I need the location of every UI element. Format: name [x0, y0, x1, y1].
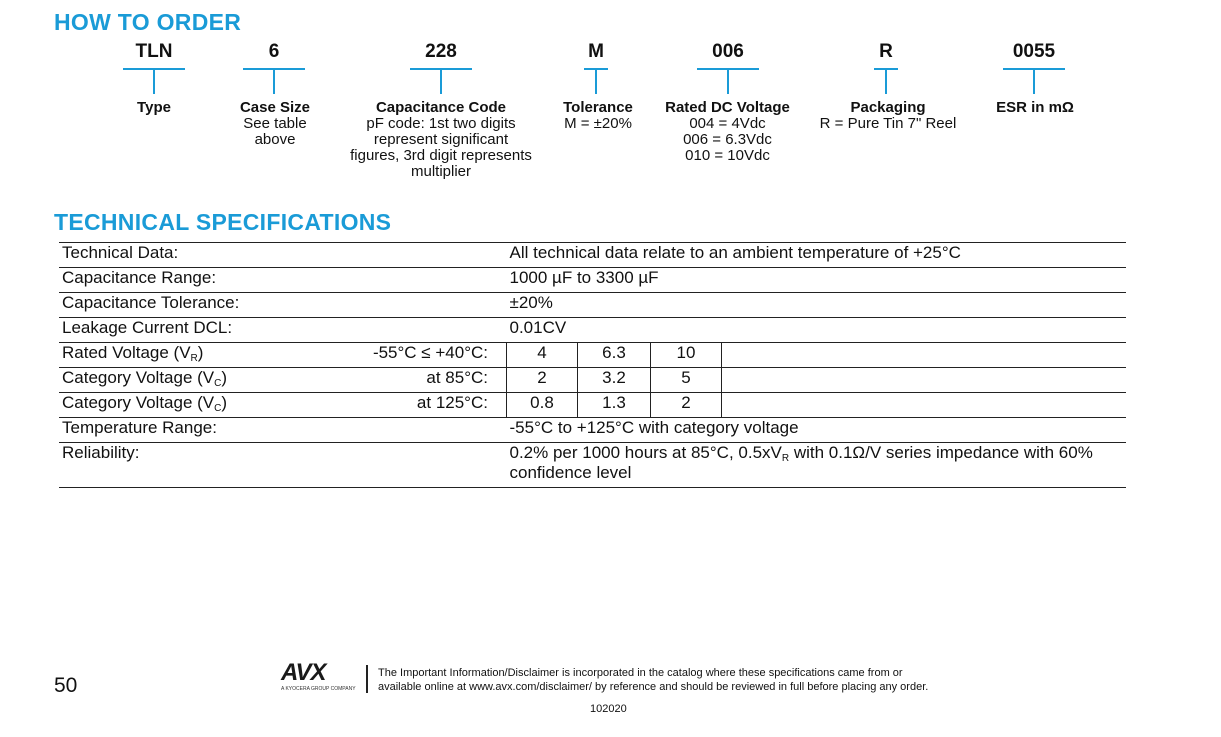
specifications-table: [59, 242, 1126, 488]
voltage-cell: 6.3: [578, 343, 651, 368]
desc-title: Type: [137, 99, 171, 116]
desc-esr: [983, 100, 1087, 116]
table-row: [59, 318, 1126, 343]
desc-line: above: [254, 131, 296, 148]
desc-packaging: [808, 100, 968, 132]
code-capacitance: [381, 41, 501, 94]
code-value: 228: [425, 41, 457, 62]
connector-stem: [727, 70, 729, 94]
desc-title: Rated DC Voltage: [665, 99, 790, 116]
row-label: Capacitance Range:: [62, 268, 217, 287]
row-label: Leakage Current DCL:: [62, 318, 233, 337]
desc-line: R = Pure Tin 7" Reel: [819, 115, 957, 132]
footer-divider: [366, 665, 368, 693]
logo-text: AVX: [281, 659, 326, 686]
code-esr: [974, 41, 1094, 94]
voltage-cell: 2: [651, 393, 722, 418]
code-value: M: [588, 41, 604, 62]
code-value: 006: [712, 41, 744, 62]
desc-voltage: [655, 100, 800, 164]
row-label: Reliability:: [62, 443, 140, 462]
blank-cell: [722, 393, 1127, 418]
desc-line: multiplier: [410, 163, 471, 180]
desc-line: 010 = 10Vdc: [685, 147, 770, 164]
table-row: [59, 343, 1126, 368]
page-number: 50: [54, 674, 78, 697]
technical-specifications-heading: TECHNICAL SPECIFICATIONS: [54, 209, 392, 235]
code-type: [94, 41, 214, 94]
voltage-cell: 3.2: [578, 368, 651, 393]
desc-line: represent significant: [373, 131, 509, 148]
desc-line: 004 = 4Vdc: [689, 115, 766, 132]
desc-line: M = ±20%: [564, 115, 632, 132]
desc-title: Packaging: [850, 99, 926, 116]
row-value: 1000 µF to 3300 µF: [509, 268, 659, 287]
disclaimer-line: The Important Information/Disclaimer is incorporated in the catalog where these specifications came from or: [378, 667, 903, 679]
desc-type: [112, 100, 196, 116]
row-label: Temperature Range:: [62, 418, 217, 437]
disclaimer-line: available online at www.avx.com/disclaimer/ by reference and should be reviewed in full before placing any order.: [378, 681, 929, 693]
code-tolerance: [536, 41, 656, 94]
connector-stem: [273, 70, 275, 94]
code-value: TLN: [135, 41, 173, 62]
desc-tolerance: [553, 100, 643, 132]
table-row: [59, 393, 1126, 418]
code-packaging: [826, 41, 946, 94]
desc-title: ESR in mΩ: [996, 99, 1074, 116]
logo-tagline: A KYOCERA GROUP COMPANY: [281, 686, 356, 692]
code-case-size: [214, 41, 334, 94]
row-label: Capacitance Tolerance:: [62, 293, 240, 312]
code-value: 0055: [1012, 41, 1056, 62]
row-value: -55°C to +125°C with category voltage: [509, 418, 799, 437]
table-row: [59, 418, 1126, 443]
connector-stem: [153, 70, 155, 94]
table-row: [59, 243, 1126, 268]
code-voltage: [668, 41, 788, 94]
row-label: Category Voltage $(V_C)$: [62, 393, 228, 414]
table-row: [59, 443, 1126, 488]
connector-stem: [885, 70, 887, 94]
table-row: [59, 293, 1126, 318]
desc-title: Capacitance Code: [375, 99, 507, 116]
avx-logo: [281, 659, 356, 695]
code-value: R: [879, 41, 893, 62]
desc-line: See table: [243, 115, 307, 132]
connector-stem: [595, 70, 597, 94]
row-label: Category Voltage $(V_C)$: [62, 368, 228, 389]
row-value: 0.2% per 1000 hours at 85°C, $0.5xV_R$ with 0.1Ω/V series impedance with 60% confidence level: [509, 443, 1093, 482]
row-label: Rated Voltage $(V_R)$: [62, 343, 204, 364]
blank-cell: [722, 343, 1127, 368]
table-row: [59, 268, 1126, 293]
row-value: 0.01CV: [509, 318, 567, 337]
code-value: 6: [268, 41, 280, 62]
how-to-order-heading: HOW TO ORDER: [54, 9, 242, 35]
voltage-cell: 5: [651, 368, 722, 393]
row-value: All technical data relate to an ambient temperature of +25°C: [509, 243, 961, 262]
row-label: Technical Data:: [62, 243, 179, 262]
desc-line: 006 = 6.3Vdc: [683, 131, 772, 148]
desc-case-size: [225, 100, 325, 148]
desc-line: figures, 3rd digit represents: [350, 147, 532, 164]
document-number: 102020: [590, 703, 627, 715]
desc-capacitance: [336, 100, 546, 180]
desc-line: pF code: 1st two digits: [366, 115, 516, 132]
row-condition: at 85°C:: [426, 368, 488, 387]
row-condition: -55°C ≤ +40°C:: [372, 343, 488, 362]
voltage-cell: 2: [507, 368, 578, 393]
row-condition: at 125°C:: [416, 393, 488, 412]
voltage-cell: 10: [651, 343, 722, 368]
blank-cell: [722, 368, 1127, 393]
desc-title: Case Size: [239, 99, 311, 116]
voltage-cell: 0.8: [507, 393, 578, 418]
voltage-cell: 1.3: [578, 393, 651, 418]
row-value: ±20%: [509, 293, 553, 312]
connector-stem: [440, 70, 442, 94]
voltage-cell: 4: [507, 343, 578, 368]
connector-stem: [1033, 70, 1035, 94]
desc-title: Tolerance: [563, 99, 633, 116]
disclaimer-text: [378, 666, 928, 694]
table-row: [59, 368, 1126, 393]
